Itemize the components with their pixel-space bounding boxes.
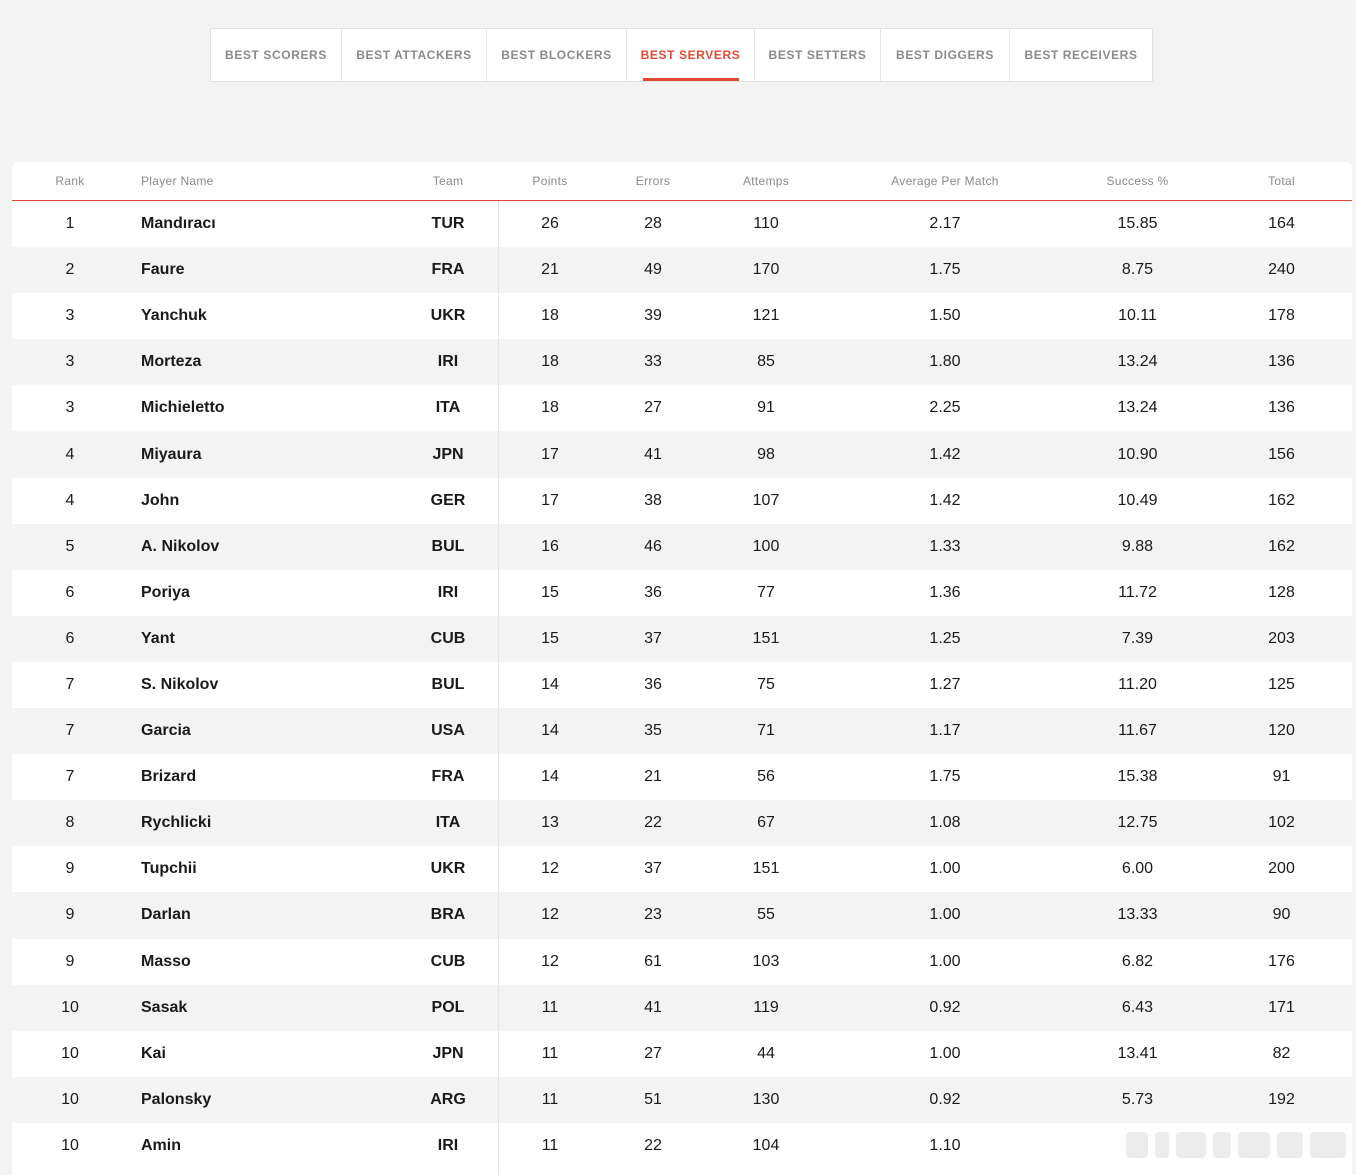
cell-attempts: 103 [752, 952, 780, 970]
cell-total: 192 [1268, 1090, 1295, 1108]
tab-best-receivers[interactable]: BEST RECEIVERS [1024, 48, 1138, 62]
table-row[interactable] [12, 939, 1352, 985]
cell-player-name[interactable]: Yant [141, 629, 175, 647]
cell-team: JPN [432, 445, 464, 463]
cell-average-per-match: 1.27 [929, 675, 961, 693]
table-row[interactable] [12, 800, 1352, 846]
cell-rank: 7 [65, 722, 75, 740]
cell-attempts: 104 [752, 1136, 780, 1154]
cell-points: 11 [541, 998, 559, 1016]
cell-errors: 49 [644, 261, 662, 279]
table-row[interactable] [12, 478, 1352, 524]
cell-player-name[interactable]: Amin [141, 1136, 181, 1154]
cell-team: IRI [437, 583, 459, 601]
cell-success-percent: 11.67 [1118, 722, 1157, 740]
cell-team: UKR [430, 307, 466, 325]
tab-best-blockers[interactable]: BEST BLOCKERS [487, 29, 627, 81]
table-row[interactable] [12, 524, 1352, 570]
cell-player-name[interactable]: Mandıracı [141, 215, 216, 233]
cell-points: 15 [541, 583, 559, 601]
cell-points: 14 [541, 675, 559, 693]
cell-average-per-match: 1.00 [929, 1044, 961, 1062]
header-player-name[interactable]: Player Name [141, 174, 214, 188]
cell-points: 12 [541, 860, 559, 878]
cell-player-name[interactable]: Rychlicki [141, 814, 212, 832]
cell-attempts: 110 [753, 215, 779, 233]
cell-rank: 8 [65, 814, 75, 832]
cell-attempts: 121 [752, 307, 780, 325]
cell-average-per-match: 1.42 [929, 445, 961, 463]
cell-rank: 9 [65, 860, 75, 878]
cell-player-name[interactable]: Darlan [141, 906, 191, 924]
header-points[interactable]: Points [532, 174, 568, 188]
cell-success-percent: 13.33 [1117, 906, 1158, 924]
cell-success-percent: 12.75 [1117, 814, 1158, 832]
cell-player-name[interactable]: Morteza [141, 353, 202, 371]
cell-points: 17 [541, 445, 559, 463]
cell-points: 18 [541, 353, 559, 371]
cell-attempts: 67 [757, 814, 775, 832]
cell-attempts: 44 [757, 1044, 775, 1062]
cell-errors: 37 [644, 860, 662, 878]
table-row[interactable] [12, 616, 1352, 662]
cell-attempts: 170 [752, 261, 780, 279]
cell-player-name[interactable]: Michieletto [141, 399, 225, 417]
cell-success-percent: 11.72 [1118, 583, 1157, 601]
cell-errors: 36 [644, 583, 662, 601]
cell-points: 15 [541, 629, 559, 647]
cell-errors: 33 [644, 353, 662, 371]
cell-rank: 10 [61, 998, 79, 1016]
cell-rank: 2 [65, 261, 75, 279]
cell-success-percent: 10.11 [1118, 307, 1157, 325]
cell-total: 102 [1268, 814, 1295, 832]
cell-total: 91 [1272, 768, 1291, 786]
cell-team: USA [431, 722, 465, 740]
cell-rank: 5 [65, 537, 75, 555]
cell-average-per-match: 2.17 [929, 215, 961, 233]
tab-best-servers[interactable]: BEST SERVERS [627, 29, 755, 81]
cell-total: 136 [1268, 353, 1295, 371]
cell-player-name[interactable]: Tupchii [141, 860, 197, 878]
best-servers-table [12, 162, 1352, 1175]
cell-player-name[interactable]: Palonsky [141, 1090, 212, 1108]
cell-rank: 3 [65, 353, 75, 371]
cell-success-percent: 15.38 [1117, 768, 1158, 786]
header-total[interactable]: Total [1268, 174, 1295, 188]
cell-average-per-match: 1.00 [929, 906, 961, 924]
cell-points: 26 [541, 215, 559, 233]
cell-player-name[interactable]: Masso [141, 952, 191, 970]
cell-total: 200 [1268, 860, 1295, 878]
cell-errors: 23 [644, 906, 662, 924]
cell-team: CUB [430, 629, 466, 647]
cell-average-per-match: 2.25 [929, 399, 961, 417]
cell-points: 11 [541, 1136, 559, 1154]
cell-attempts: 75 [757, 675, 775, 693]
cell-success-percent: 10.90 [1117, 445, 1158, 463]
cell-team: FRA [431, 261, 465, 279]
cell-errors: 36 [644, 675, 662, 693]
header-success-percent[interactable]: Success % [1106, 174, 1169, 188]
cell-attempts: 119 [753, 998, 779, 1016]
cell-average-per-match: 1.42 [929, 491, 961, 509]
cell-average-per-match: 1.33 [929, 537, 961, 555]
cell-player-name[interactable]: Sasak [141, 998, 188, 1016]
cell-total: 178 [1268, 307, 1295, 325]
cell-total: 136 [1268, 399, 1295, 417]
cell-team: JPN [432, 1044, 464, 1062]
table-row[interactable] [12, 1031, 1352, 1077]
cell-team: GER [430, 491, 466, 509]
cell-errors: 27 [644, 1044, 662, 1062]
cell-average-per-match: 1.17 [929, 722, 961, 740]
cell-player-name[interactable]: Miyaura [141, 445, 202, 463]
table-header [12, 162, 1352, 201]
table-body [12, 201, 1352, 1169]
cell-rank: 10 [61, 1136, 79, 1154]
cell-points: 11 [541, 1090, 559, 1108]
cell-attempts: 77 [757, 583, 775, 601]
cell-errors: 22 [644, 814, 662, 832]
cell-success-percent: 7.39 [1121, 629, 1154, 647]
cell-errors: 22 [644, 1136, 662, 1154]
table-row[interactable] [12, 1077, 1352, 1123]
cell-success-percent: 8.75 [1121, 261, 1154, 279]
cell-team: TUR [431, 215, 465, 233]
cell-average-per-match: 1.36 [929, 583, 961, 601]
cell-player-name[interactable]: John [141, 491, 180, 509]
cell-errors: 46 [644, 537, 662, 555]
cell-player-name[interactable]: Poriya [141, 583, 190, 601]
table-row[interactable] [12, 201, 1352, 247]
cell-total: 240 [1268, 261, 1295, 279]
cell-average-per-match: 1.50 [929, 307, 961, 325]
cell-player-name[interactable]: Faure [141, 261, 185, 279]
table-row[interactable] [12, 846, 1352, 892]
cell-total: 171 [1268, 998, 1295, 1016]
table-row[interactable] [12, 570, 1352, 616]
cell-rank: 6 [65, 629, 75, 647]
cell-points: 17 [541, 491, 559, 509]
cell-team: ITA [435, 399, 461, 417]
header-average-per-match[interactable]: Average Per Match [891, 174, 999, 188]
cell-attempts: 107 [752, 491, 780, 509]
cell-rank: 9 [65, 906, 75, 924]
cell-average-per-match: 1.75 [929, 768, 961, 786]
cell-team: BUL [431, 537, 465, 555]
cell-average-per-match: 1.25 [929, 629, 961, 647]
cell-points: 11 [541, 1044, 559, 1062]
cell-points: 14 [541, 722, 559, 740]
cell-rank: 4 [65, 445, 75, 463]
table-row[interactable] [12, 662, 1352, 708]
cell-points: 12 [541, 906, 559, 924]
cell-success-percent: 11.20 [1118, 675, 1157, 693]
cell-average-per-match: 1.00 [929, 952, 961, 970]
cell-attempts: 56 [757, 768, 775, 786]
tab-best-attackers[interactable]: BEST ATTACKERS [342, 29, 487, 81]
cell-attempts: 71 [757, 722, 775, 740]
cell-total: 82 [1272, 1044, 1291, 1062]
stats-category-tabs [210, 28, 1153, 82]
cell-team: IRI [437, 1136, 459, 1154]
cell-team: UKR [430, 860, 466, 878]
cell-points: 18 [541, 399, 559, 417]
table-row[interactable] [12, 339, 1352, 385]
cell-total: 203 [1268, 629, 1295, 647]
cell-points: 14 [541, 768, 559, 786]
table-row[interactable] [12, 431, 1352, 477]
cell-success-percent: 15.85 [1117, 215, 1158, 233]
cell-team: POL [431, 998, 465, 1016]
cell-total: 90 [1272, 906, 1291, 924]
cell-errors: 21 [644, 768, 662, 786]
header-errors[interactable]: Errors [635, 174, 671, 188]
cell-success-percent: 13.24 [1117, 399, 1158, 417]
cell-average-per-match: 1.80 [929, 353, 961, 371]
cell-errors: 37 [644, 629, 662, 647]
cell-attempts: 151 [752, 860, 780, 878]
cell-errors: 61 [644, 952, 662, 970]
cell-player-name[interactable]: Garcia [141, 722, 191, 740]
cell-average-per-match: 1.75 [929, 261, 961, 279]
cell-rank: 10 [61, 1090, 79, 1108]
table-row[interactable] [12, 985, 1352, 1031]
tab-best-scorers[interactable]: BEST SCORERS [211, 29, 342, 81]
cell-rank: 3 [65, 399, 75, 417]
cell-attempts: 55 [757, 906, 775, 924]
table-row[interactable] [12, 892, 1352, 938]
cell-errors: 51 [644, 1090, 662, 1108]
cell-errors: 27 [644, 399, 662, 417]
cell-rank: 7 [65, 768, 75, 786]
cell-points: 12 [541, 952, 559, 970]
header-attempts[interactable]: Attemps [742, 174, 790, 188]
cell-team: IRI [437, 353, 459, 371]
cell-rank: 3 [65, 307, 75, 325]
cell-attempts: 130 [752, 1090, 780, 1108]
header-team[interactable]: Team [432, 174, 464, 188]
table-row[interactable] [12, 293, 1352, 339]
cell-rank: 1 [65, 215, 75, 233]
cell-points: 13 [541, 814, 559, 832]
cell-errors: 39 [644, 307, 662, 325]
cell-team: CUB [430, 952, 466, 970]
cell-average-per-match: 0.92 [929, 998, 961, 1016]
cell-average-per-match: 1.08 [929, 814, 961, 832]
watermark-logo [1111, 1127, 1346, 1163]
cell-total: 125 [1268, 675, 1295, 693]
tab-best-diggers[interactable]: BEST DIGGERS [881, 29, 1010, 81]
cell-attempts: 100 [752, 537, 780, 555]
cell-success-percent: 10.49 [1117, 491, 1158, 509]
cell-total: 156 [1268, 445, 1295, 463]
cell-attempts: 91 [757, 399, 775, 417]
cell-success-percent: 9.88 [1121, 537, 1154, 555]
cell-errors: 28 [644, 215, 662, 233]
cell-rank: 6 [65, 583, 75, 601]
cell-rank: 10 [61, 1044, 79, 1062]
column-divider [498, 201, 499, 1175]
cell-points: 16 [541, 537, 559, 555]
cell-total: 164 [1268, 215, 1295, 233]
cell-team: BRA [430, 906, 466, 924]
cell-success-percent: 5.73 [1121, 1090, 1154, 1108]
cell-average-per-match: 0.92 [929, 1090, 961, 1108]
cell-success-percent: 13.24 [1117, 353, 1158, 371]
cell-points: 18 [541, 307, 559, 325]
cell-total: 162 [1268, 491, 1295, 509]
cell-success-percent: 6.82 [1121, 952, 1154, 970]
table-row[interactable] [12, 754, 1352, 800]
cell-points: 21 [541, 261, 559, 279]
cell-rank: 9 [65, 952, 75, 970]
cell-errors: 35 [644, 722, 662, 740]
cell-player-name[interactable]: Yanchuk [141, 307, 207, 325]
tab-best-setters[interactable]: BEST SETTERS [755, 29, 881, 81]
cell-average-per-match: 1.10 [929, 1136, 961, 1154]
table-row[interactable] [12, 385, 1352, 431]
table-row[interactable] [12, 708, 1352, 754]
cell-player-name[interactable]: A. Nikolov [141, 537, 220, 555]
cell-total: 162 [1268, 537, 1295, 555]
cell-player-name[interactable]: Brizard [141, 768, 197, 786]
cell-team: BUL [431, 675, 465, 693]
cell-success-percent: 13.41 [1117, 1044, 1158, 1062]
cell-team: ITA [435, 814, 461, 832]
cell-attempts: 98 [757, 445, 775, 463]
cell-team: ARG [430, 1090, 466, 1108]
cell-team: FRA [431, 768, 465, 786]
header-rank[interactable]: Rank [55, 174, 85, 188]
cell-success-percent: 6.00 [1121, 860, 1154, 878]
cell-total: 176 [1268, 952, 1295, 970]
cell-errors: 38 [644, 491, 662, 509]
cell-rank: 7 [65, 675, 75, 693]
table-row[interactable] [12, 247, 1352, 293]
cell-errors: 41 [644, 445, 662, 463]
cell-average-per-match: 1.00 [929, 860, 961, 878]
cell-player-name[interactable]: S. Nikolov [141, 675, 219, 693]
cell-attempts: 85 [757, 353, 775, 371]
cell-player-name[interactable]: Kai [141, 1044, 166, 1062]
cell-rank: 4 [65, 491, 75, 509]
cell-errors: 41 [644, 998, 662, 1016]
cell-total: 128 [1268, 583, 1295, 601]
cell-attempts: 151 [752, 629, 780, 647]
cell-total: 120 [1268, 722, 1295, 740]
cell-success-percent: 6.43 [1121, 998, 1154, 1016]
